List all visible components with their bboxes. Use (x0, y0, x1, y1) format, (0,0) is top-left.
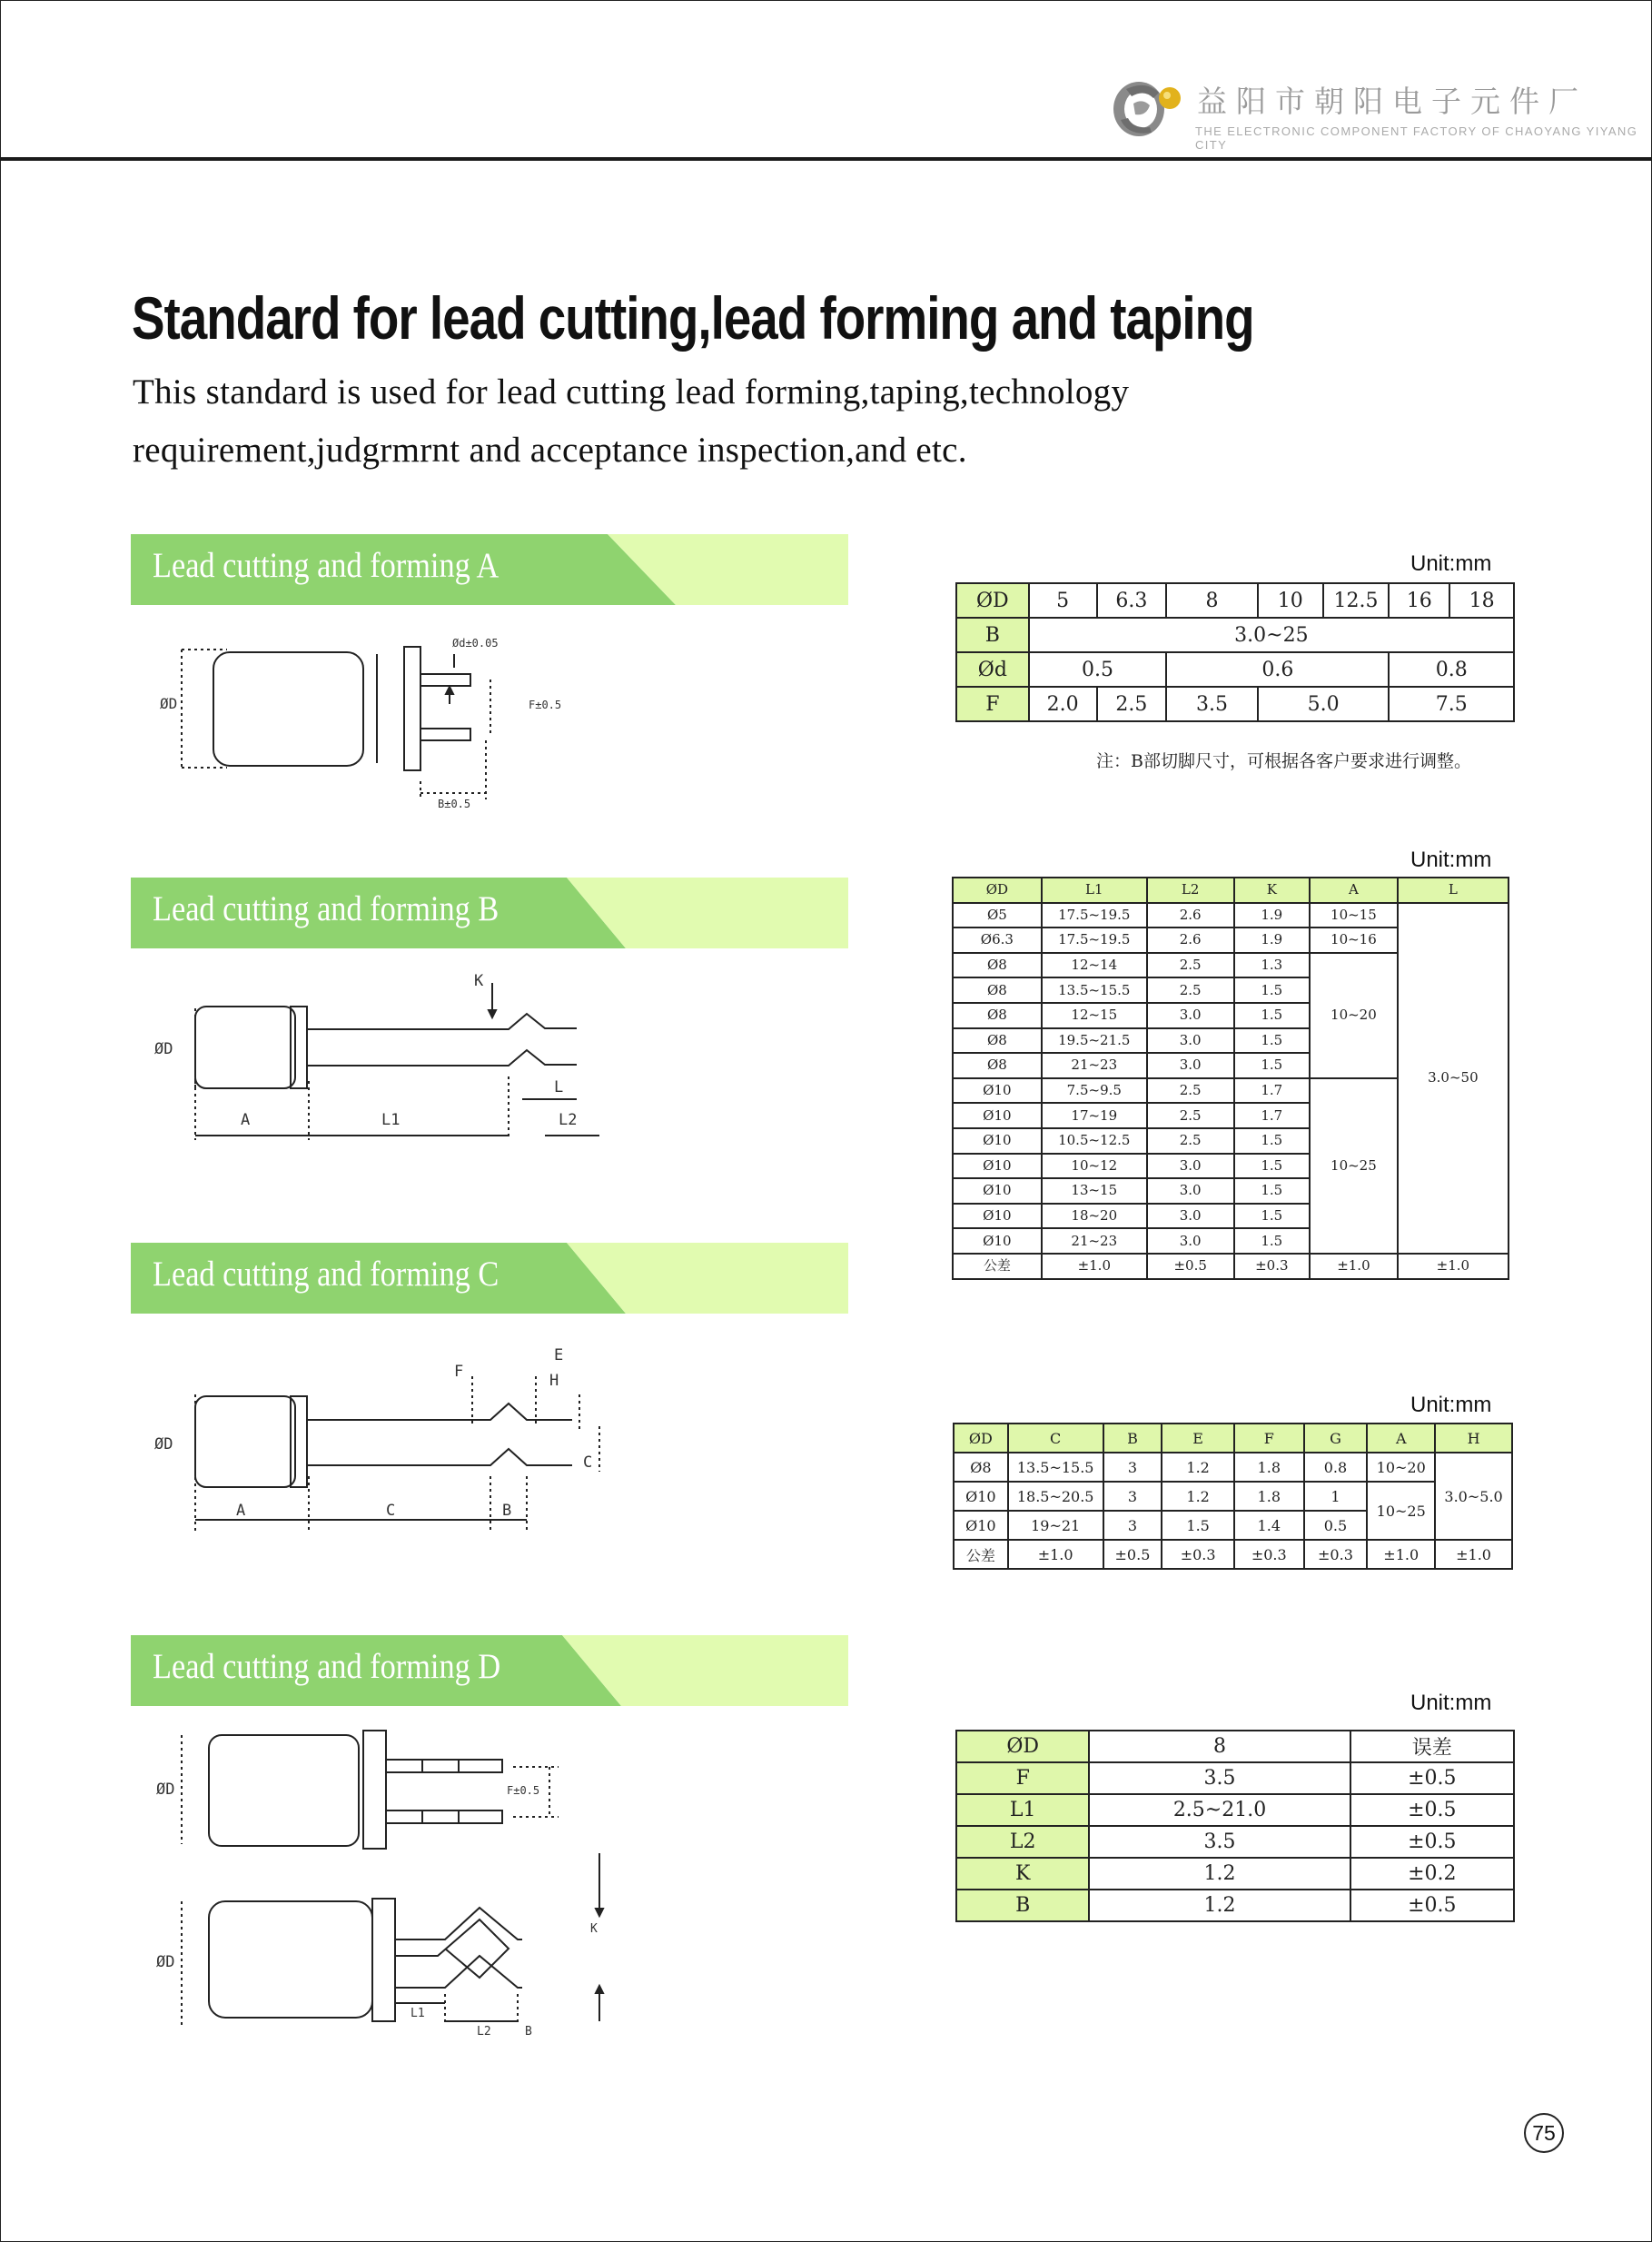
table-b-cell: 1.5 (1234, 1178, 1311, 1204)
diagram-d-b-label: B (525, 2025, 532, 2039)
table-a-cell: 12.5 (1323, 583, 1390, 618)
table-b-cell: 2.5 (1147, 1103, 1234, 1128)
table-c-cell: 1.5 (1162, 1511, 1234, 1540)
diagram-d-l1-label: L1 (411, 2007, 425, 2020)
diagram-d (145, 1721, 618, 2039)
diagram-d-ftol-label: F±0.5 (507, 1784, 540, 1797)
table-c-tolerance: 公差 (954, 1540, 1008, 1569)
unit-label-c: Unit:mm (1410, 1393, 1492, 1417)
diagram-d-l2-label: L2 (477, 2025, 491, 2039)
diagram-c-f-label: F (454, 1363, 464, 1381)
table-c-cell: 1 (1304, 1482, 1368, 1511)
table-b-cell: 17.5~19.5 (1042, 903, 1147, 928)
table-b-cell: 12~14 (1042, 953, 1147, 978)
table-d-cell: L1 (956, 1794, 1089, 1826)
table-d-header: 误差 (1350, 1731, 1514, 1762)
table-b-cell: Ø8 (953, 953, 1042, 978)
section-b-title: Lead cutting and forming B (153, 889, 500, 928)
table-b-cell: Ø8 (953, 1028, 1042, 1054)
table-c-tolerance: ±1.0 (1008, 1540, 1103, 1569)
table-d-cell: ±0.5 (1350, 1762, 1514, 1794)
table-a (955, 582, 1515, 722)
table-c-tolerance: ±0.3 (1162, 1540, 1234, 1569)
table-a-od-header: ØD (956, 583, 1029, 618)
table-d-cell: 3.5 (1089, 1762, 1350, 1794)
table-c-tolerance: ±1.0 (1367, 1540, 1435, 1569)
table-c-header: F (1234, 1424, 1304, 1453)
table-a-d-header: Ød (956, 652, 1029, 687)
table-b-header: K (1234, 878, 1311, 903)
table-b-cell: 12~15 (1042, 1003, 1147, 1028)
table-b-cell: Ø8 (953, 977, 1042, 1003)
table-a-f-header: F (956, 687, 1029, 721)
table-c-header: A (1367, 1424, 1435, 1453)
table-c-cell: 3 (1103, 1453, 1162, 1482)
table-a-cell: 2.0 (1029, 687, 1097, 721)
diagram-b-l-label: L (554, 1078, 564, 1096)
table-c-tolerance: ±0.3 (1234, 1540, 1304, 1569)
table-b-cell: 1.5 (1234, 1003, 1311, 1028)
table-b-cell: 2.6 (1147, 903, 1234, 928)
table-b-tolerance: ±1.0 (1398, 1254, 1509, 1279)
table-c-cell: 10~25 (1367, 1482, 1435, 1540)
table-c-cell: 3 (1103, 1482, 1162, 1511)
table-b-header: L1 (1042, 878, 1147, 903)
table-a-cell: 18 (1449, 583, 1514, 618)
table-d-header: ØD (956, 1731, 1089, 1762)
diagram-c-od-label: ØD (154, 1435, 173, 1453)
page-title: Standard for lead cutting,lead forming and taping (132, 284, 1254, 352)
diagram-c-c-label: C (386, 1502, 396, 1520)
table-b-cell: 1.5 (1234, 1154, 1311, 1179)
table-d-cell: K (956, 1858, 1089, 1890)
table-c-cell: 13.5~15.5 (1008, 1453, 1103, 1482)
table-d-cell: F (956, 1762, 1089, 1794)
section-banner-d (131, 1635, 848, 1706)
table-c-cell: Ø10 (954, 1482, 1008, 1511)
table-b-cell: Ø10 (953, 1154, 1042, 1179)
table-d-cell: ±0.2 (1350, 1858, 1514, 1890)
table-b-cell: 1.5 (1234, 977, 1311, 1003)
table-c-tolerance: ±0.3 (1304, 1540, 1368, 1569)
table-d-cell: B (956, 1890, 1089, 1921)
table-c-cell: 3.0~5.0 (1435, 1453, 1512, 1540)
table-b-cell: 3.0 (1147, 1003, 1234, 1028)
table-b-tolerance: 公差 (953, 1254, 1042, 1279)
table-b-cell: Ø10 (953, 1103, 1042, 1128)
table-b-header: A (1310, 878, 1398, 903)
diagram-c-a-label: A (236, 1502, 246, 1520)
diagram-b-l2-label: L2 (559, 1111, 578, 1129)
table-c-tolerance: ±0.5 (1103, 1540, 1162, 1569)
table-d-cell: L2 (956, 1826, 1089, 1858)
table-c-cell: 0.8 (1304, 1453, 1368, 1482)
table-a-cell: 16 (1389, 583, 1449, 618)
unit-label-a: Unit:mm (1410, 551, 1492, 576)
table-b-cell: 10~20 (1310, 953, 1398, 1078)
table-b-cell: 1.3 (1234, 953, 1311, 978)
table-b-cell: 2.5 (1147, 1078, 1234, 1104)
table-a-note: 注：B部切脚尺寸，可根据各客户要求进行调整。 (1096, 751, 1471, 771)
table-b-cell: 21~23 (1042, 1053, 1147, 1078)
diagram-c (145, 1340, 627, 1540)
table-a-b-header: B (956, 618, 1029, 652)
table-b-cell: 2.6 (1147, 928, 1234, 953)
diagram-a-dtol-label: Ød±0.05 (452, 637, 499, 650)
diagram-d-od-label-bottom: ØD (156, 1953, 175, 1971)
diagram-a (145, 627, 563, 818)
table-b-cell: 3.0 (1147, 1053, 1234, 1078)
table-b-cell: 1.9 (1234, 928, 1311, 953)
diagram-c-h-label: H (549, 1372, 559, 1390)
table-b-cell: 3.0 (1147, 1178, 1234, 1204)
table-a-cell: 0.5 (1029, 652, 1167, 687)
table-b-cell: 1.7 (1234, 1103, 1311, 1128)
table-b-cell: 3.0~50 (1398, 903, 1509, 1254)
table-c-cell: 3 (1103, 1511, 1162, 1540)
table-d-cell: 1.2 (1089, 1858, 1350, 1890)
table-c-header: G (1304, 1424, 1368, 1453)
table-c-cell: 19~21 (1008, 1511, 1103, 1540)
table-b-cell: 1.7 (1234, 1078, 1311, 1104)
diagram-b-l1-label: L1 (381, 1111, 401, 1129)
section-c-title: Lead cutting and forming C (153, 1255, 500, 1294)
table-b (952, 877, 1509, 1280)
diagram-c-e-label: E (554, 1346, 564, 1364)
table-b-cell: Ø10 (953, 1228, 1042, 1254)
table-b-cell: 3.0 (1147, 1204, 1234, 1229)
table-b-cell: Ø10 (953, 1204, 1042, 1229)
table-b-cell: 10.5~12.5 (1042, 1128, 1147, 1154)
table-b-cell: 18~20 (1042, 1204, 1147, 1229)
diagram-d-od-label-top: ØD (156, 1781, 175, 1799)
table-a-cell: 0.8 (1389, 652, 1514, 687)
table-b-cell: 10~15 (1310, 903, 1398, 928)
company-name-cn: 益阳市朝阳电子元件厂 (1197, 84, 1588, 119)
table-b-cell: 3.0 (1147, 1228, 1234, 1254)
table-b-cell: 3.0 (1147, 1028, 1234, 1054)
table-c-cell: 1.2 (1162, 1482, 1234, 1511)
table-c-cell: 1.2 (1162, 1453, 1234, 1482)
table-c-cell: 10~20 (1367, 1453, 1435, 1482)
table-b-cell: 21~23 (1042, 1228, 1147, 1254)
table-d-cell: 3.5 (1089, 1826, 1350, 1858)
table-c-cell: Ø10 (954, 1511, 1008, 1540)
table-b-cell: 13~15 (1042, 1178, 1147, 1204)
intro-line-1: This standard is used for lead cutting lead forming,taping,technology (133, 372, 1130, 412)
table-d-cell: ±0.5 (1350, 1794, 1514, 1826)
diagram-d-k-label: K (590, 1922, 598, 1936)
table-d-cell: 1.2 (1089, 1890, 1350, 1921)
intro-line-2: requirement,judgrmrnt and acceptance inspection,and etc. (133, 431, 967, 470)
table-a-cell: 8 (1166, 583, 1258, 618)
diagram-c-c-side-label: C (583, 1453, 593, 1472)
table-b-cell: Ø8 (953, 1053, 1042, 1078)
table-b-cell: 10~16 (1310, 928, 1398, 953)
section-d-title: Lead cutting and forming D (153, 1647, 501, 1686)
table-c-cell: 1.8 (1234, 1453, 1304, 1482)
table-d-header: 8 (1089, 1731, 1350, 1762)
table-b-cell: Ø6.3 (953, 928, 1042, 953)
table-b-cell: 17.5~19.5 (1042, 928, 1147, 953)
table-b-tolerance: ±1.0 (1310, 1254, 1398, 1279)
section-banner-b (131, 878, 848, 948)
table-a-cell: 0.6 (1166, 652, 1389, 687)
table-b-cell: 13.5~15.5 (1042, 977, 1147, 1003)
table-a-cell: 3.0~25 (1029, 618, 1514, 652)
page-number: 75 (1524, 2113, 1564, 2153)
table-b-header: L (1398, 878, 1509, 903)
table-c-cell: 0.5 (1304, 1511, 1368, 1540)
section-a-title: Lead cutting and forming A (153, 546, 500, 585)
table-b-cell: 1.5 (1234, 1053, 1311, 1078)
table-d (955, 1730, 1515, 1922)
diagram-b-k-label: K (474, 972, 484, 990)
table-c-cell: Ø8 (954, 1453, 1008, 1482)
table-b-cell: Ø10 (953, 1078, 1042, 1104)
table-a-cell: 5 (1029, 583, 1097, 618)
table-b-cell: 1.5 (1234, 1204, 1311, 1229)
table-a-cell: 7.5 (1389, 687, 1514, 721)
table-b-cell: Ø5 (953, 903, 1042, 928)
table-c-header: E (1162, 1424, 1234, 1453)
intro-text (133, 363, 1313, 480)
table-b-cell: 2.5 (1147, 1128, 1234, 1154)
table-b-cell: Ø8 (953, 1003, 1042, 1028)
diagram-a-btol-label: B±0.5 (438, 798, 471, 810)
table-b-cell: 1.5 (1234, 1128, 1311, 1154)
diagram-a-od-label: ØD (160, 695, 178, 712)
diagram-c-b-label: B (502, 1502, 512, 1520)
table-a-cell: 10 (1258, 583, 1323, 618)
table-b-cell: 19.5~21.5 (1042, 1028, 1147, 1054)
table-b-cell: Ø10 (953, 1128, 1042, 1154)
table-c-cell: 1.4 (1234, 1511, 1304, 1540)
table-b-cell: 17~19 (1042, 1103, 1147, 1128)
table-c-tolerance: ±1.0 (1435, 1540, 1512, 1569)
table-b-header: ØD (953, 878, 1042, 903)
table-b-cell: 10~12 (1042, 1154, 1147, 1179)
section-banner-c (131, 1243, 848, 1314)
unit-label-b: Unit:mm (1410, 848, 1492, 872)
table-b-header: L2 (1147, 878, 1234, 903)
table-c-cell: 1.8 (1234, 1482, 1304, 1511)
table-d-cell: 2.5~21.0 (1089, 1794, 1350, 1826)
table-c-header: H (1435, 1424, 1512, 1453)
table-d-cell: ±0.5 (1350, 1890, 1514, 1921)
table-a-cell: 2.5 (1097, 687, 1167, 721)
table-b-tolerance: ±1.0 (1042, 1254, 1147, 1279)
header-rule (0, 157, 1652, 161)
table-a-cell: 5.0 (1258, 687, 1390, 721)
table-c-header: C (1008, 1424, 1103, 1453)
table-c-header: ØD (954, 1424, 1008, 1453)
table-b-cell: 2.5 (1147, 977, 1234, 1003)
table-b-cell: 10~25 (1310, 1078, 1398, 1254)
unit-label-d: Unit:mm (1410, 1691, 1492, 1715)
table-b-tolerance: ±0.3 (1234, 1254, 1311, 1279)
company-name-en: THE ELECTRONIC COMPONENT FACTORY OF CHAOYANG YIYANG CITY (1195, 124, 1638, 152)
table-d-cell: ±0.5 (1350, 1826, 1514, 1858)
table-b-cell: 1.9 (1234, 903, 1311, 928)
table-b-cell: 2.5 (1147, 953, 1234, 978)
table-a-cell: 3.5 (1166, 687, 1258, 721)
table-a-cell: 6.3 (1097, 583, 1167, 618)
diagram-b (145, 963, 618, 1154)
table-c (953, 1423, 1513, 1570)
table-b-cell: 7.5~9.5 (1042, 1078, 1147, 1104)
diagram-b-a-label: A (241, 1111, 251, 1129)
table-b-cell: 1.5 (1234, 1028, 1311, 1054)
diagram-a-ftol-label: F±0.5 (529, 699, 562, 711)
table-b-cell: 3.0 (1147, 1154, 1234, 1179)
table-c-cell: 18.5~20.5 (1008, 1482, 1103, 1511)
company-logo (1110, 73, 1188, 142)
diagram-b-od-label: ØD (154, 1040, 173, 1058)
table-c-header: B (1103, 1424, 1162, 1453)
section-banner-a (131, 534, 848, 605)
table-b-tolerance: ±0.5 (1147, 1254, 1234, 1279)
table-b-cell: 1.5 (1234, 1228, 1311, 1254)
table-b-cell: Ø10 (953, 1178, 1042, 1204)
